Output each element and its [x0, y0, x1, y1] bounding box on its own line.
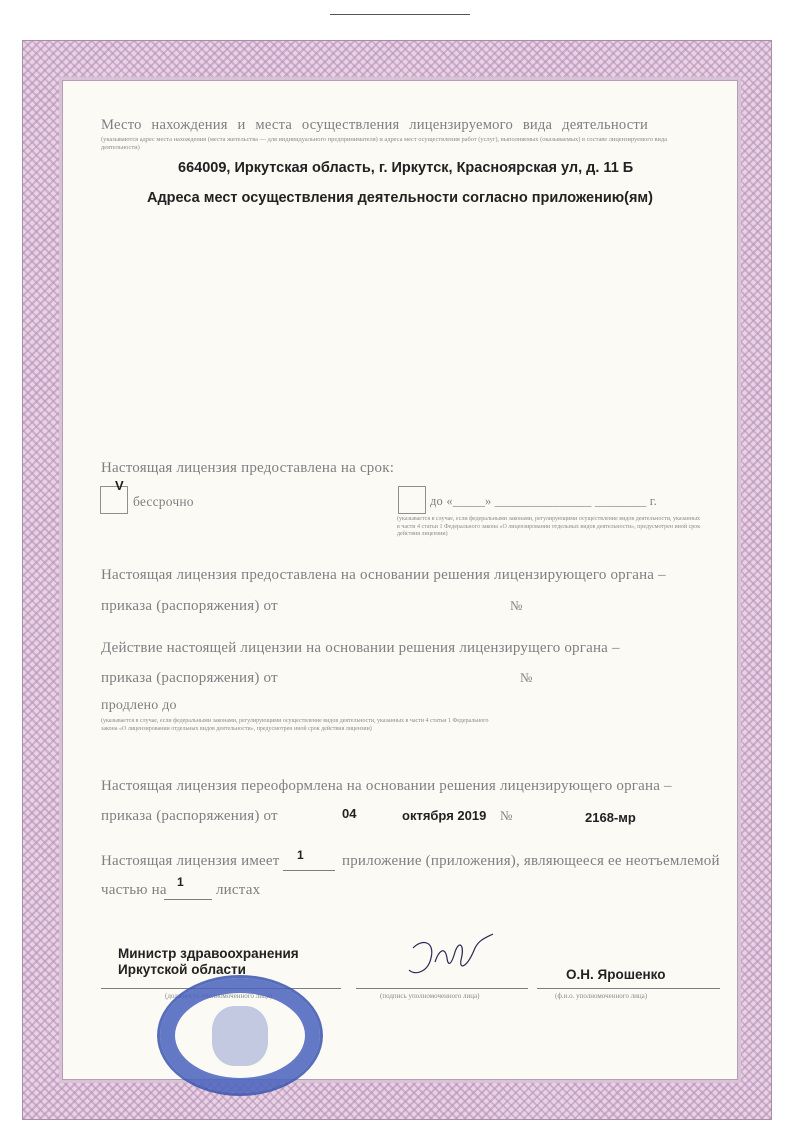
granted-line2: приказа (распоряжения) от	[101, 598, 278, 614]
appendix-text2: приложение (приложения), являющееся ее неотъемлемой	[342, 853, 720, 869]
address: 664009, Иркутская область, г. Иркутск, Красноярская ул, д. 11 Б	[178, 160, 634, 176]
appendix-text3: частью на	[101, 882, 167, 898]
signatory-position-1: Министр здравоохранения	[118, 946, 299, 961]
extended-note: (указывается в случае, если федеральными законами, регулирующими осуществление видов деятельности, указанных в части 4 статьи 1 Федерального закона «О лицензировании отдельных видов деятельности», предусмотрен иной срок действия лицензии)	[101, 718, 489, 732]
signature-caption: (подпись уполномоченного лица)	[380, 992, 480, 1000]
seal-emblem	[212, 1006, 268, 1066]
reissued-line1: Настоящая лицензия переоформлена на основании решения лицензирующего органа –	[101, 778, 672, 794]
signature-image	[395, 930, 505, 990]
position-caption: (должность уполномоченного лица)	[165, 992, 273, 1000]
appendix-count-line	[283, 870, 335, 871]
appendix-text1: Настоящая лицензия имеет	[101, 853, 280, 869]
name-line	[537, 988, 720, 989]
reissued-line2: приказа (распоряжения) от	[101, 808, 278, 824]
check-mark: V	[115, 478, 124, 493]
indefinite-label: бессрочно	[133, 494, 194, 509]
reissued-number-label: №	[500, 808, 513, 823]
location-header: Место нахождения и места осуществления лицензируемого вида деятельности	[101, 117, 649, 133]
signatory-position-2: Иркутской области	[118, 962, 246, 977]
extended-line2: приказа (распоряжения) от	[101, 670, 278, 686]
appendix-text4: листах	[216, 882, 261, 898]
until-checkbox[interactable]	[398, 486, 426, 514]
reissued-day: 04	[342, 806, 357, 821]
granted-line1: Настоящая лицензия предоставлена на основании решения лицензирующего органа –	[101, 567, 666, 583]
signatory-name: О.Н. Ярошенко	[566, 967, 666, 982]
location-note: (указываются адрес места нахождения (места жительства — для индивидуального предпринимателя) и адреса мест осуществления работ (услуг), выполняемых (оказываемых) в составе лицензируемого вида деятельности)	[101, 136, 668, 151]
official-seal	[157, 975, 323, 1096]
extended-number-label: №	[520, 670, 533, 685]
signature-line	[356, 988, 528, 989]
term-label: Настоящая лицензия предоставлена на срок:	[101, 460, 395, 476]
address-places: Адреса мест осуществления деятельности согласно приложению(ям)	[147, 190, 653, 206]
until-label: до «_____» _______________ ________ г.	[430, 494, 658, 508]
scan-top-edge	[330, 0, 470, 15]
appendix-sheets-line	[164, 899, 212, 900]
reissued-month-year: октября 2019	[402, 808, 487, 823]
extended-line3: продлено до	[101, 698, 177, 713]
appendix-sheets: 1	[177, 875, 184, 889]
extended-line1: Действие настоящей лицензии на основании решения лицензирущего органа –	[101, 640, 620, 656]
name-caption: (ф.и.о. уполномоченного лица)	[555, 992, 648, 1000]
until-note: (указывается в случае, если федеральными законами, регулирующими осуществление видов деятельности, указанных в части 4 статьи 1 Федерального закона «О лицензировании отдельных видов деятельности», предусмотрен иной срок действия лицензии)	[397, 516, 701, 537]
appendix-count: 1	[297, 848, 304, 862]
reissued-number: 2168-мр	[585, 810, 636, 825]
granted-number-label: №	[510, 598, 523, 613]
